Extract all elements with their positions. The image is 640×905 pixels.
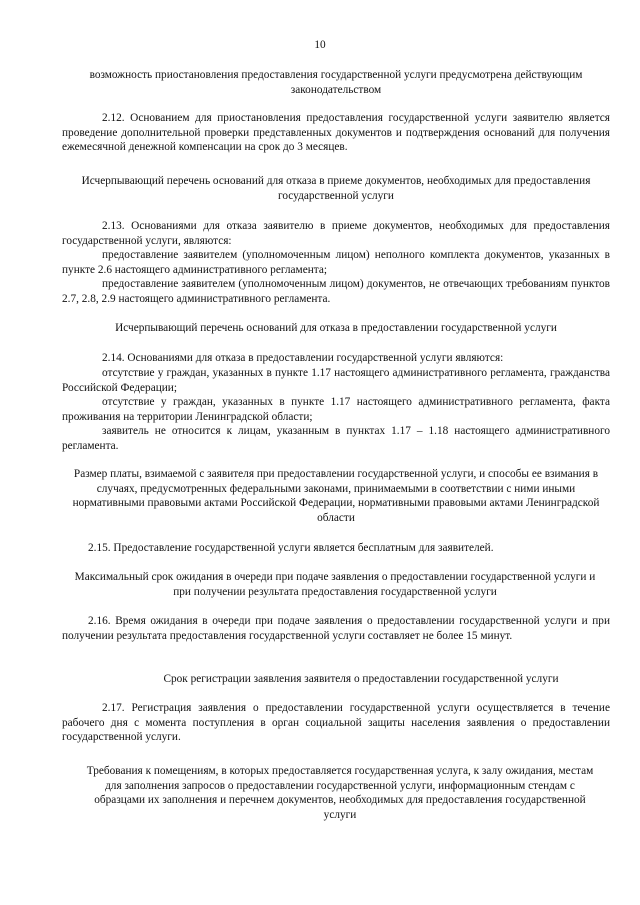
heading-text: Исчерпывающий перечень оснований для отказа в предоставлении государственной услуги — [115, 322, 557, 334]
heading-registration — [96, 672, 626, 687]
list-item-incomplete-set — [62, 248, 610, 277]
paragraph-2-13 — [62, 219, 610, 248]
paragraph-2-12 — [62, 111, 610, 155]
paragraph-text: заявитель не относится к лицам, указанным в пунктах 1.17 – 1.18 настоящего административного регламента. — [62, 425, 610, 452]
list-item-no-residence — [62, 395, 610, 424]
paragraph-2-17 — [62, 701, 610, 745]
heading-text: Максимальный срок ожидания в очереди при подаче заявления о предоставлении государственной услуги и при получении результата предоставления государственной услуги — [74, 571, 596, 598]
heading-text: Срок регистрации заявления заявителя о предоставлении государственной услуги — [163, 673, 559, 685]
paragraph-text: предоставление заявителем (уполномоченным лицом) документов, не отвечающих требованиям пунктов 2.7, 2.8, 2.9 настоящего административного регламента. — [62, 278, 610, 305]
heading-queue-time — [74, 570, 596, 599]
paragraph-text: предоставление заявителем (уполномоченным лицом) неполного комплекта документов, указанных в пункте 2.6 настоящего административного регламента; — [62, 249, 610, 276]
paragraph-2-16 — [62, 614, 610, 643]
heading-refusal-service — [62, 321, 610, 336]
paragraph-text: 2.17. Регистрация заявления о предоставлении государственной услуги осуществляется в течение рабочего дня с момента поступления в орган социальной защиты населения заявления о предоставлении государственной услуги. — [62, 702, 610, 744]
paragraph-text: отсутствие у граждан, указанных в пункте 1.17 настоящего административного регламента, гражданства Российской Федерации; — [62, 367, 610, 394]
list-item-non-compliant-docs — [62, 277, 610, 306]
paragraph-text: возможность приостановления предоставления государственной услуги предусмотрена действующим законодательством — [89, 69, 583, 96]
list-item-not-eligible — [62, 424, 610, 453]
list-item-no-citizenship — [62, 366, 610, 395]
paragraph-text: 2.15. Предоставление государственной услуги является бесплатным для заявителей. — [88, 542, 494, 554]
paragraph-text: 2.13. Основаниями для отказа заявителю в приеме документов, необходимых для предоставления государственной услуги, являются: — [62, 220, 610, 247]
paragraph-text: 2.14. Основаниями для отказа в предоставлении государственной услуги являются: — [102, 352, 504, 364]
paragraph-text: отсутствие у граждан, указанных в пункте 1.17 настоящего административного регламента, факта проживания на территории Ленинградской области; — [62, 396, 610, 423]
paragraph-2-14 — [62, 351, 610, 366]
heading-refusal-documents — [78, 174, 594, 203]
heading-fee — [62, 467, 610, 525]
paragraph-text: 2.12. Основанием для приостановления предоставления государственной услуги заявителю является проведение дополнительной проверки представленных документов и подтверждения оснований для получения ежемесячной денежной компенсации на срок до 3 месяцев. — [62, 112, 610, 154]
heading-premises — [80, 764, 600, 822]
paragraph-text: 2.16. Время ожидания в очереди при подаче заявления о предоставлении государственной услуги и при получении результата предоставления государственной услуги составляет не более 15 минут. — [62, 615, 610, 642]
paragraph-intro — [80, 68, 592, 97]
heading-text: Требования к помещениям, в которых предоставляется государственная услуга, к залу ожидания, местам для заполнения запросов о предоставлении государственной услуги, информационным стендам с образцами их заполнения и перечнем документов, необходимых для предоставления государственной услуги — [86, 765, 594, 821]
heading-text: Исчерпывающий перечень оснований для отказа в приеме документов, необходимых для предоставления государственной услуги — [81, 175, 591, 202]
paragraph-2-15 — [62, 541, 610, 556]
page-number: 10 — [314, 39, 326, 51]
heading-text: Размер платы, взимаемой с заявителя при предоставлении государственной услуги, и способы ее взимания в случаях, предусмотренных федеральными законами, принимаемыми в соответствии с ними иными нормативными правовыми актами Российской Федерации, нормативными правовыми актами Ленинградской области — [72, 468, 600, 524]
